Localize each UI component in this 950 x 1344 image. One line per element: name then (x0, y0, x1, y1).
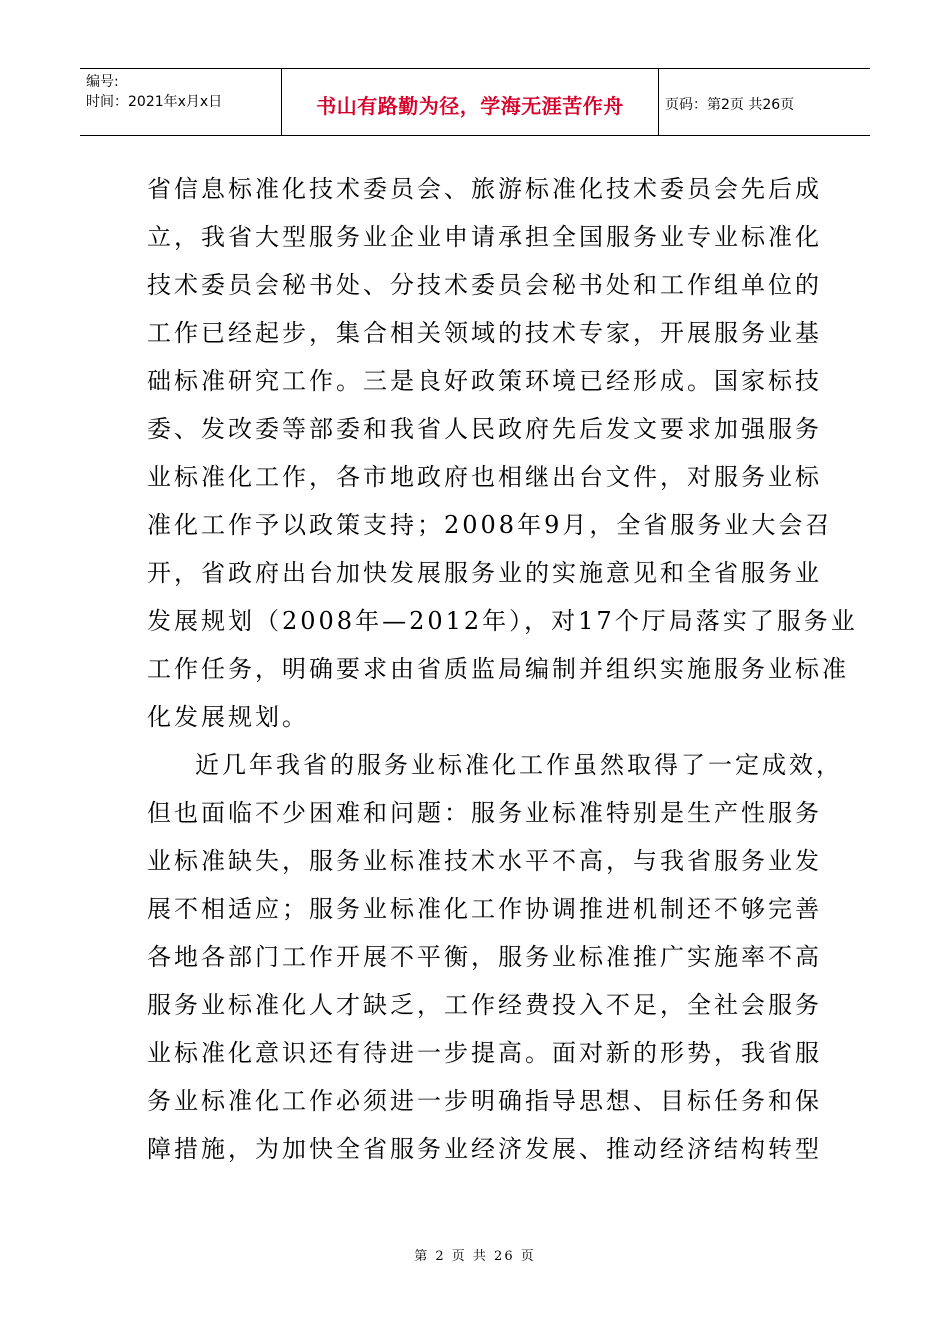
header-motto: 书山有路勤为径，学海无涯苦作舟 (316, 93, 624, 118)
paragraph-line: 工作已经起步，集合相关领域的技术专家，开展服务业基 (147, 319, 822, 347)
paragraph-line: 开，省政府出台加快发展服务业的实施意见和全省服务业 (147, 559, 822, 587)
page-header (80, 68, 870, 136)
paragraph-line: 但也面临不少困难和问题：服务业标准特别是生产性服务 (147, 799, 822, 827)
paragraph-line: 立，我省大型服务业企业申请承担全国服务业专业标准化 (147, 223, 822, 251)
paragraph-line: 业标准化工作，各市地政府也相继出台文件，对服务业标 (147, 463, 822, 491)
paragraph-line: 发展规划（2008年—2012年），对17个厅局落实了服务业 (147, 607, 858, 635)
paragraph-line: 础标准研究工作。三是良好政策环境已经形成。国家标技 (147, 367, 822, 395)
header-meta (80, 69, 282, 135)
paragraph-line: 近几年我省的服务业标准化工作虽然取得了一定成效， (195, 751, 843, 779)
paragraph-line: 业标准缺失，服务业标准技术水平不高，与我省服务业发 (147, 847, 822, 875)
paragraph-line: 各地各部门工作开展不平衡，服务业标准推广实施率不高 (147, 943, 822, 971)
paragraph-line: 展不相适应；服务业标准化工作协调推进机制还不够完善 (147, 895, 822, 923)
paragraph-line: 化发展规划。 (147, 703, 309, 731)
paragraph-line: 务业标准化工作必须进一步明确指导思想、目标任务和保 (147, 1087, 822, 1115)
header-page-cell (659, 69, 870, 135)
paragraph-line: 业标准化意识还有待进一步提高。面对新的形势，我省服 (147, 1039, 822, 1067)
paragraph-line: 委、发改委等部委和我省人民政府先后发文要求加强服务 (147, 415, 822, 443)
header-motto-cell (282, 69, 659, 135)
paragraph-line: 服务业标准化人才缺乏，工作经费投入不足，全社会服务 (147, 991, 822, 1019)
paragraph-1 (147, 165, 858, 741)
document-number-label: 编号: (86, 74, 119, 90)
paragraph-2 (147, 741, 843, 1173)
footer-page-number: 第 2 页 共 26 页 (414, 1249, 536, 1264)
page-footer (0, 1245, 950, 1264)
header-page-code: 页码：第2页 共26页 (665, 97, 795, 113)
paragraph-line: 省信息标准化技术委员会、旅游标准化技术委员会先后成 (147, 175, 822, 203)
paragraph-line: 准化工作予以政策支持；2008年9月，全省服务业大会召 (147, 511, 833, 539)
paragraph-line: 技术委员会秘书处、分技术委员会秘书处和工作组单位的 (147, 271, 822, 299)
document-body (147, 165, 858, 1173)
paragraph-line: 障措施，为加快全省服务业经济发展、推动经济结构转型 (147, 1135, 822, 1163)
paragraph-line: 工作任务，明确要求由省质监局编制并组织实施服务业标准 (147, 655, 849, 683)
document-time-label: 时间：2021年x月x日 (86, 94, 223, 110)
